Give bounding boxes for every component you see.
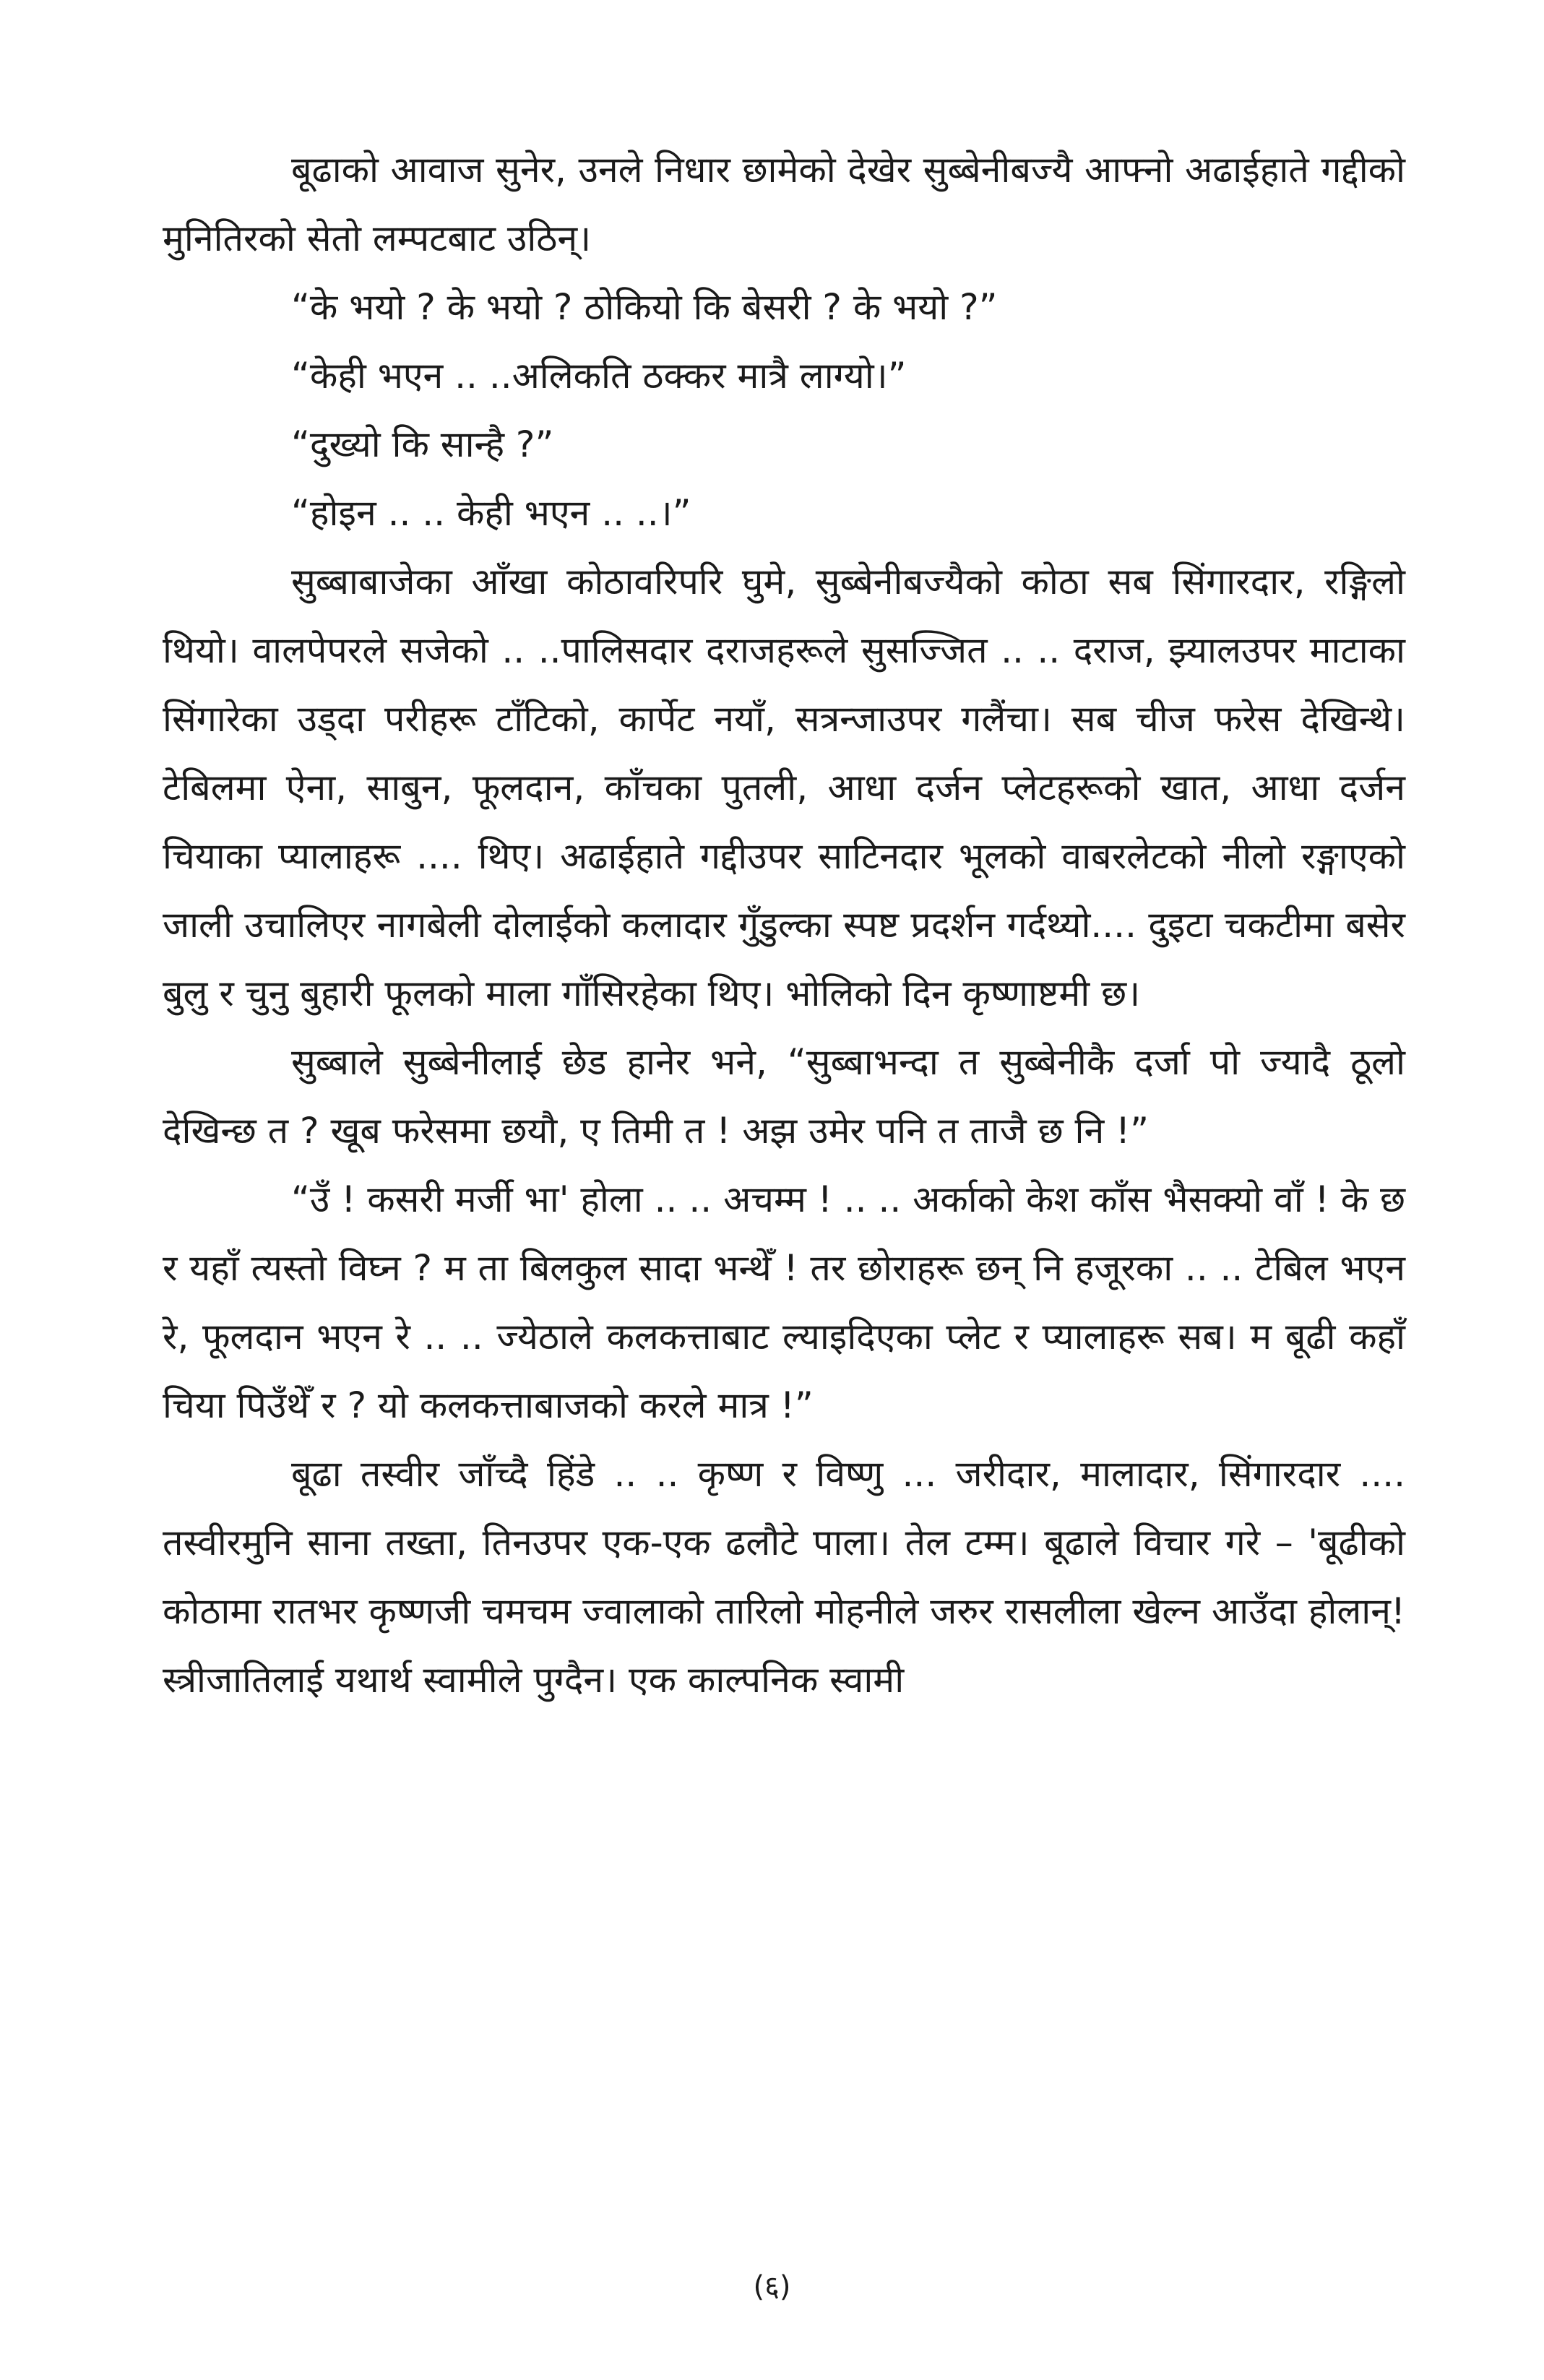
dialogue-line-2: “केही भएन .. ..अलिकति ठक्कर मात्रै लाग्यो।” [291, 355, 907, 397]
paragraph-3: सुब्बाले सुब्बेनीलाई छेड हानेर भने, “सुब्बाभन्दा त सुब्बेनीकै दर्जा पो ज्यादै ठूलो देखिन्छ त ? खूब फरेसमा छयौ, ए तिमी त ! अझ उमेर पनि त ताजै छ नि !” [163, 1041, 1405, 1152]
paragraph-2: सुब्बाबाजेका आँखा कोठावरिपरि घुमे, सुब्बेनीबज्यैको कोठा सब सिंगारदार, रङ्गिलो थियो। वालपेपरले सजेको .. ..पालिसदार दराजहरूले सुसज्जित .. .. दराज, झ्यालउपर माटाका सिंगारेका उड्दा परीहरू टाँटिको, कार्पेट नयाँ, सत्रन्जाउपर गलैंचा। सब चीज फरेस देखिन्थे। टेबिलमा ऐना, साबुन, फूलदान, काँचका पुतली, आधा दर्जन प्लेटहरूको खात, आधा दर्जन चियाका प्यालाहरू .... थिए। अढाईहाते गद्दीउपर साटिनदार भूलको वाबरलेटको नीलो रङ्गाएको जाली उचालिएर नागबेली दोलाईको कलादार गुँडुल्का स्पष्ट प्रदर्शन गर्दथ्यो.... दुइटा चकटीमा बसेर बुलु र चुनु बुहारी फूलको माला गाँसिरहेका थिए। भोलिको दिन कृष्णाष्टमी छ। [163, 561, 1405, 1014]
paragraph-4: “उँ ! कसरी मर्जी भा' होला .. .. अचम्म ! .. .. अर्काको केश काँस भैसक्यो वाँ ! के छ र यहाँ त्यस्तो विघ्न ? म ता बिलकुल सादा भन्थेँ ! तर छोराहरू छन् नि हजूरका .. .. टेबिल भएन रे, फूलदान भएन रे .. .. ज्येठाले कलकत्ताबाट ल्याइदिएका प्लेट र प्यालाहरू सब। म बूढी कहाँ चिया पिउँथेँ र ? यो कलकत्ताबाजको करले मात्र !” [163, 1178, 1405, 1426]
page-body [163, 136, 1405, 2275]
dialogue-line-3: “दुख्यो कि सान्है ?” [291, 423, 554, 465]
dialogue-line-1: “के भयो ? के भयो ? ठोकियो कि बेसरी ? के भयो ?” [291, 286, 998, 328]
dialogue-line-4: “होइन .. .. केही भएन .. ..।” [291, 492, 691, 534]
page-number: (६) [753, 2270, 791, 2303]
paragraph-1: बूढाको आवाज सुनेर, उनले निधार छामेको देखेर सुब्बेनीबज्यै आफ्नो अढाईहाते गद्दीको मुनितिरको सेतो लम्पटबाट उठिन्। [163, 149, 1405, 259]
paragraph-5: बूढा तस्वीर जाँच्दै हिंडे .. .. कृष्ण र विष्णु ... जरीदार, मालादार, सिंगारदार .... तस्वीरमुनि साना तख्ता, तिनउपर एक-एक ढलौटे पाला। तेल टम्म। बूढाले विचार गरे – 'बूढीको कोठामा रातभर कृष्णजी चमचम ज्वालाको तारिलो मोहनीले जरुर रासलीला खेल्न आउँदा होलान्! स्त्रीजातिलाई यथार्थ स्वामीले पुग्दैन। एक काल्पनिक स्वामी [163, 1453, 1405, 1701]
